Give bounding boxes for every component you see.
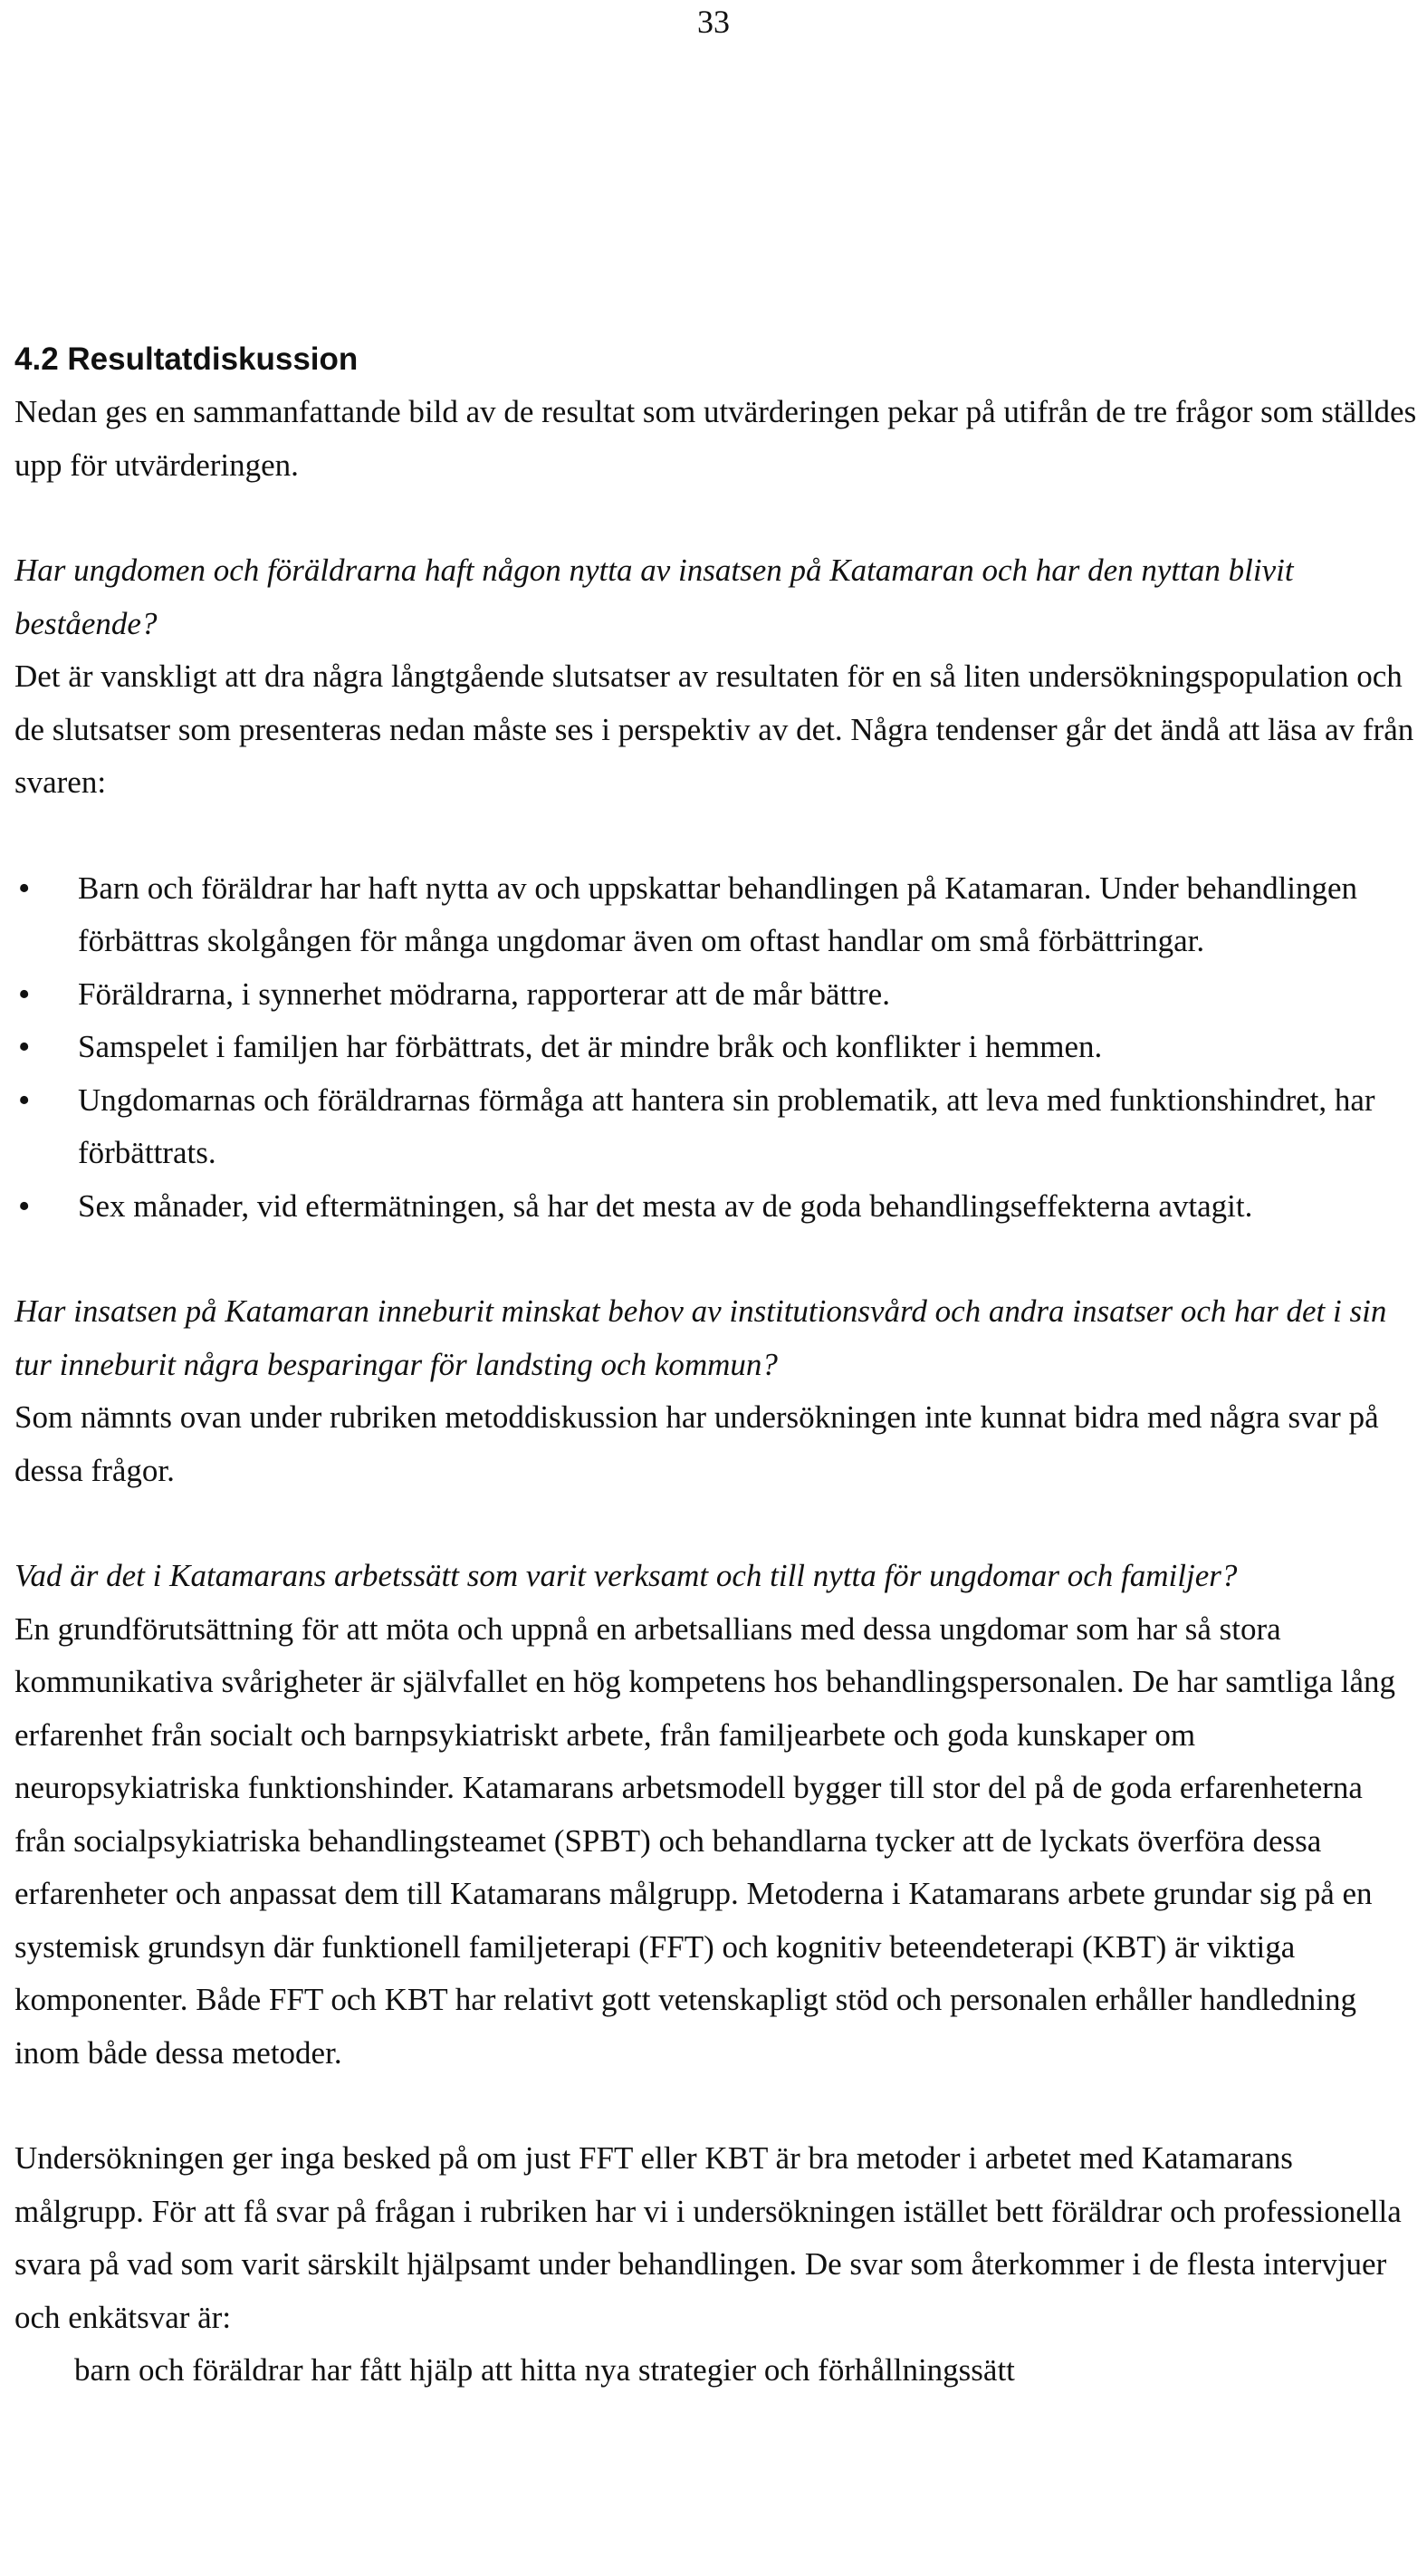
continued-list-item: barn och föräldrar har fått hjälp att hitta nya strategier och förhållningssätt — [74, 2352, 1015, 2388]
followup-paragraph: Undersökningen ger inga besked på om just FFT eller KBT är bra metoder i arbetet med Katamarans målgrupp. För att få svar på frågan i rubriken har vi i undersökningen istället bett föräldrar och professionella svara på vad som varit särskilt hjälpsamt under behandlingen. De svar som återkommer i de flesta intervjuer och enkätsvar är: — [14, 2140, 1402, 2335]
page-number: 33 — [697, 4, 730, 40]
list-item: • Samspelet i familjen har förbättrats, det är mindre bråk och konflikter i hemmen. — [14, 1021, 1422, 1074]
findings-list — [14, 862, 1422, 1234]
intro-paragraph: Nedan ges en sammanfattande bild av de resultat som utvärderingen pekar på utifrån de tre frågor som ställdes upp för utvärderingen. — [14, 394, 1417, 483]
question-2: Har insatsen på Katamaran inneburit minskat behov av institutionsvård och andra insatser och har det i sin tur inneburit några besparingar för landsting och kommun? — [14, 1293, 1387, 1382]
section-heading: 4.2 Resultatdiskussion — [14, 341, 359, 377]
list-item: • Ungdomarnas och föräldrarnas förmåga att hantera sin problematik, att leva med funktionshindret, har förbättrats. — [14, 1074, 1422, 1180]
question-1: Har ungdomen och föräldrarna haft någon nytta av insatsen på Katamaran och har den nyttan blivit bestående? — [14, 553, 1294, 641]
answer-3: En grundförutsättning för att möta och uppnå en arbetsallians med dessa ungdomar som har så stora kommunikativa svårigheter är självfallet en hög kompetens hos behandlingspersonalen. De har samtliga lång erfarenhet från socialt och barnpsykiatriskt arbete, från familjearbete och goda kunskaper om neuropsykiatriska funktionshinder. Katamarans arbetsmodell bygger till stor del på de goda erfarenheterna från socialpsykiatriska behandlingsteamet (SPBT) och behandlarna tycker att de lyckats överföra dessa erfarenheter och anpassat dem till Katamarans målgrupp. Metoderna i Katamarans arbete grundar sig på en systemisk grundsyn där funktionell familjeterapi (FFT) och kognitiv beteendeterapi (KBT) är viktiga komponenter. Både FFT och KBT har relativt gott vetenskapligt stöd och personalen erhåller handledning inom både dessa metoder. — [14, 1610, 1395, 2071]
list-item: • Sex månader, vid eftermätningen, så har det mesta av de goda behandlingseffekterna avtagit. — [14, 1180, 1422, 1234]
document-body — [14, 333, 1422, 2398]
list-item: • Föräldrarna, i synnerhet mödrarna, rapporterar att de mår bättre. — [14, 968, 1422, 1022]
answer-2: Som nämnts ovan under rubriken metoddiskussion har undersökningen inte kunnat bidra med några svar på dessa frågor. — [14, 1399, 1379, 1488]
list-item: • Barn och föräldrar har haft nytta av och uppskattar behandlingen på Katamaran. Under behandlingen förbättras skolgången för många ungdomar även om oftast handlar om små förbättringar. — [14, 862, 1422, 968]
question-3: Vad är det i Katamarans arbetssätt som varit verksamt och till nytta för ungdomar och familjer? — [14, 1558, 1238, 1593]
answer-1: Det är vanskligt att dra några långtgående slutsatser av resultaten för en så liten undersökningspopulation och de slutsatser som presenteras nedan måste ses i perspektiv av det. Några tendenser går det ändå att läsa av från svaren: — [14, 658, 1414, 800]
